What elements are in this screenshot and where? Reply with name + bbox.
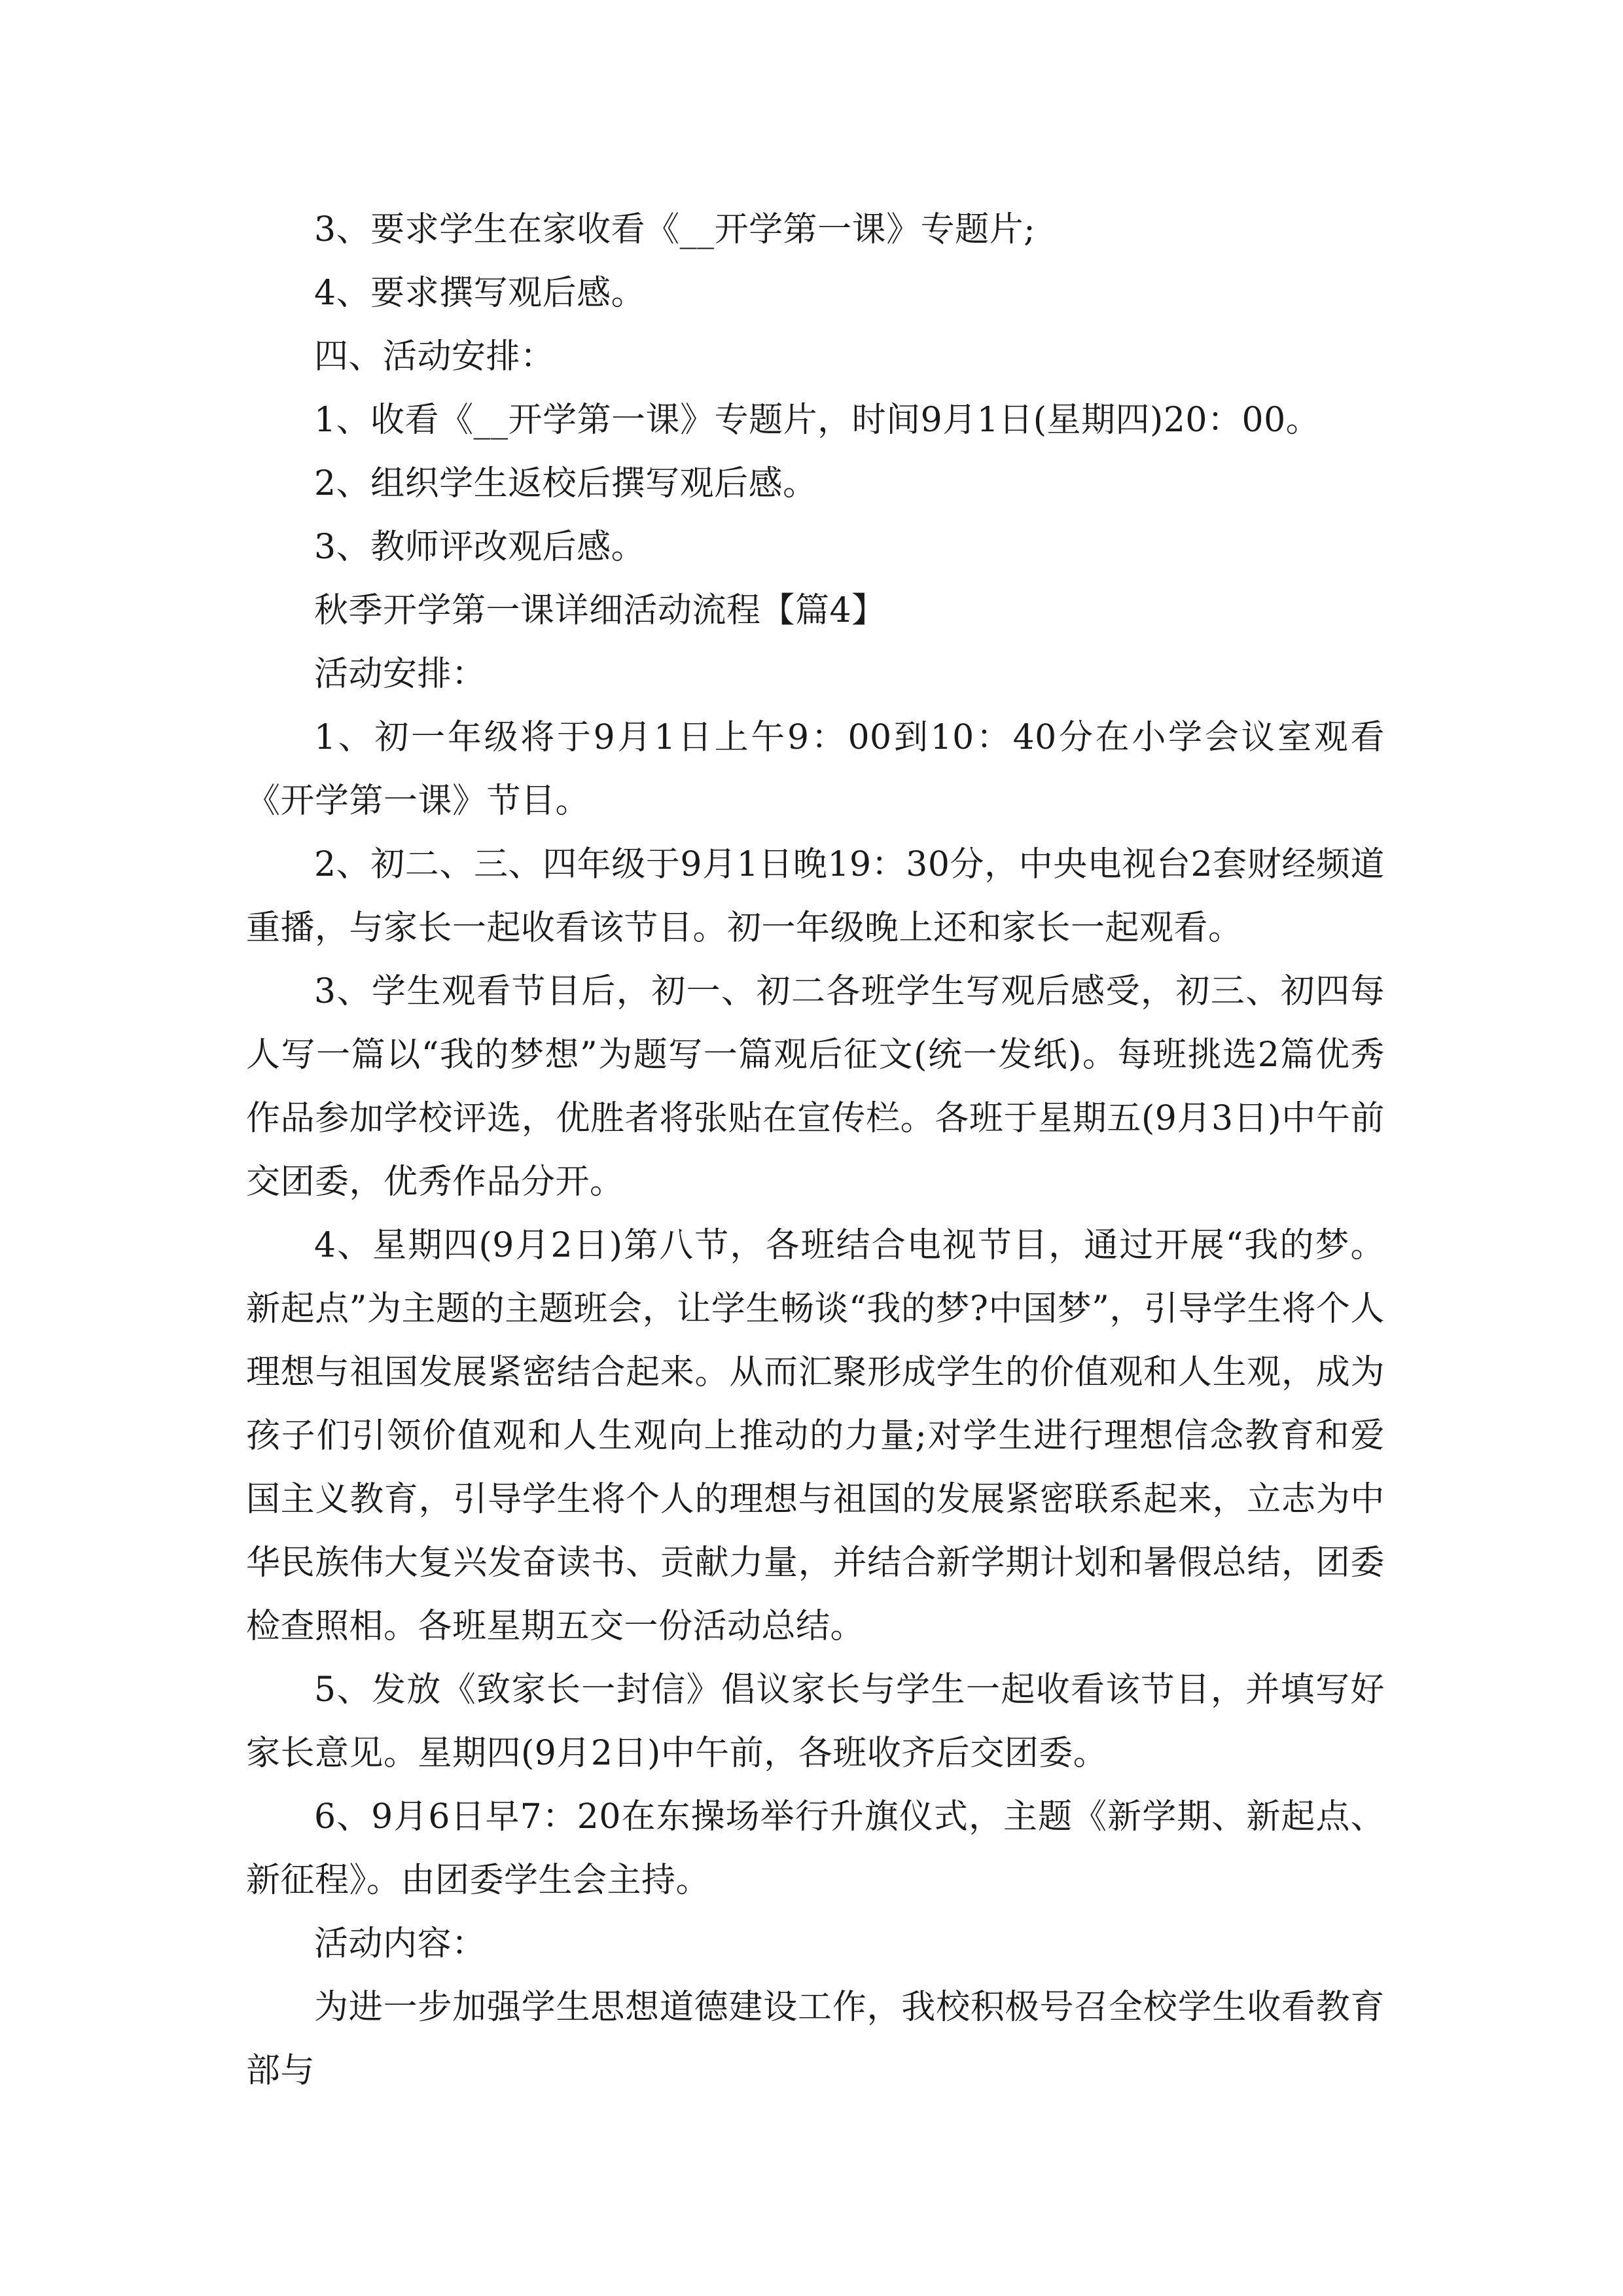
- section-heading-activity-content: 活动内容：: [314, 1924, 486, 1964]
- paragraph-schedule-1: 1、初一年级将于9月1日上午9：00到10：40分在小学会议室观看《开学第一课》节目。: [246, 718, 1385, 821]
- paragraph-schedule-2: 2、初二、三、四年级于9月1日晚19：30分，中央电视台2套财经频道重播，与家长一起收看该节目。初一年级晚上还和家长一起观看。: [246, 845, 1385, 948]
- paragraph-schedule-3: 3、学生观看节目后，初一、初二各班学生写观后感受，初三、初四每人写一篇以“我的梦想”为题写一篇观后征文(统一发纸)。每班挑选2篇优秀作品参加学校评选，优胜者将张贴在宣传栏。各班于星期五(9月3日)中午前交团委，优秀作品分开。: [246, 972, 1385, 1202]
- section-heading-activity-arrangement: 四、活动安排：: [314, 337, 555, 376]
- paragraph-requirement-3: 3、要求学生在家收看《__开学第一课》专题片;: [314, 210, 1036, 249]
- paragraph-arrangement-1: 1、收看《__开学第一课》专题片，时间9月1日(星期四)20：00。: [314, 401, 1321, 440]
- paragraph-content-intro: 为进一步加强学生思想道德建设工作，我校积极号召全校学生收看教育部与: [246, 1988, 1385, 2090]
- document-body: [246, 198, 1385, 2103]
- paragraph-arrangement-2: 2、组织学生返校后撰写观后感。: [314, 464, 817, 503]
- section-heading-activity-schedule: 活动安排：: [314, 655, 486, 694]
- paragraph-schedule-6: 6、9月6日早7：20在东操场举行升旗仪式，主题《新学期、新起点、新征程》。由团委学生会主持。: [246, 1797, 1385, 1900]
- article-title-part-4: 秋季开学第一课详细活动流程【篇4】: [314, 591, 886, 630]
- paragraph-arrangement-3: 3、教师评改观后感。: [314, 528, 646, 567]
- paragraph-requirement-4: 4、要求撰写观后感。: [314, 274, 646, 313]
- paragraph-schedule-4: 4、星期四(9月2日)第八节，各班结合电视节目，通过开展“我的梦。新起点”为主题的主题班会，让学生畅谈“我的梦?中国梦”，引导学生将个人理想与祖国发展紧密结合起来。从而汇聚形成学生的价值观和人生观，成为孩子们引领价值观和人生观向上推动的力量;对学生进行理想信念教育和爱国主义教育，引导学生将个人的理想与祖国的发展紧密联系起来，立志为中华民族伟大复兴发奋读书、贡献力量，并结合新学期计划和暑假总结，团委检查照相。各班星期五交一份活动总结。: [246, 1226, 1385, 1646]
- paragraph-schedule-5: 5、发放《致家长一封信》倡议家长与学生一起收看该节目，并填写好家长意见。星期四(9月2日)中午前，各班收齐后交团委。: [246, 1670, 1385, 1773]
